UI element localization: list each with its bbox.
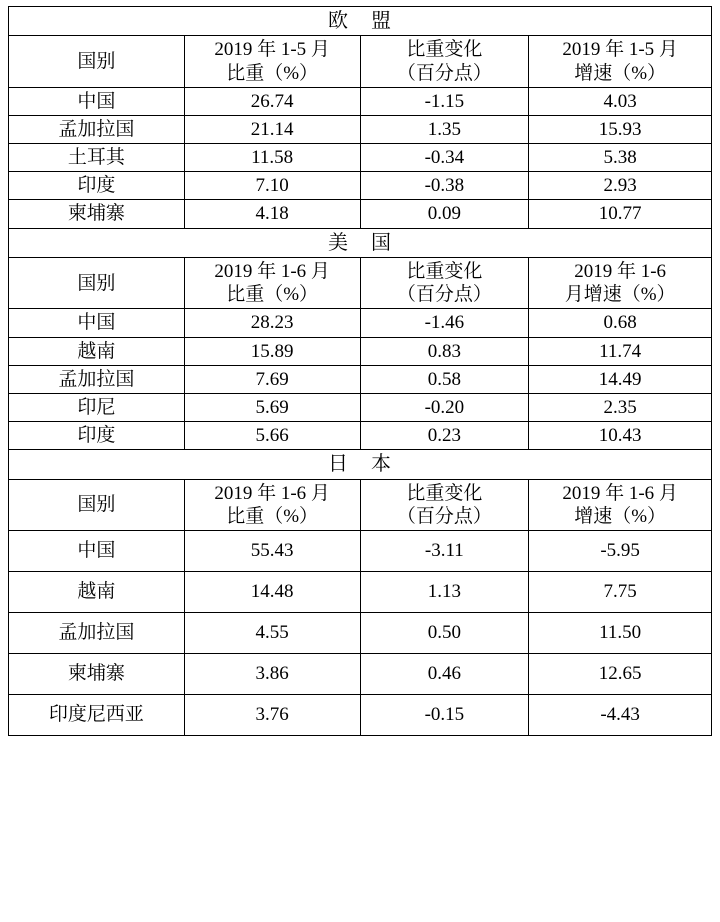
header-change-line2: （百分点）	[396, 62, 492, 84]
table-row	[9, 365, 712, 393]
cell-country: 孟加拉国	[9, 115, 185, 143]
cell-country: 印度尼西亚	[9, 694, 185, 735]
cell-growth: 5.38	[529, 144, 712, 172]
cell-growth: 4.03	[529, 87, 712, 115]
section-title-char-1: 日	[328, 453, 349, 476]
cell-share: 15.89	[184, 337, 360, 365]
cell-share: 55.43	[184, 530, 360, 571]
header-share-line1: 2019 年 1-6 月	[214, 482, 330, 504]
cell-share: 3.76	[184, 694, 360, 735]
table-row	[9, 337, 712, 365]
cell-change: 0.83	[360, 337, 529, 365]
table-row	[9, 530, 712, 571]
cell-share: 11.58	[184, 144, 360, 172]
header-country: 国别	[9, 36, 185, 87]
header-growth-line1: 2019 年 1-6 月	[562, 482, 678, 504]
table-header-row	[9, 257, 712, 308]
header-change-line1: 比重变化	[406, 482, 483, 504]
cell-growth: 0.68	[529, 309, 712, 337]
header-change-line1: 比重变化	[406, 39, 483, 61]
cell-growth: -5.95	[529, 530, 712, 571]
section-title-char-2: 本	[371, 453, 392, 476]
section-title-char-2: 国	[371, 231, 392, 254]
cell-share: 21.14	[184, 115, 360, 143]
cell-country: 柬埔寨	[9, 200, 185, 228]
header-share	[184, 36, 360, 87]
cell-change: -0.34	[360, 144, 529, 172]
cell-country: 柬埔寨	[9, 653, 185, 694]
section-title	[9, 7, 712, 36]
table-row	[9, 144, 712, 172]
header-share-line1: 2019 年 1-5 月	[214, 39, 330, 61]
cell-share: 4.18	[184, 200, 360, 228]
section-title	[9, 450, 712, 479]
cell-growth: 10.43	[529, 422, 712, 450]
cell-change: 0.23	[360, 422, 529, 450]
section-title	[9, 228, 712, 257]
table-row	[9, 653, 712, 694]
table-row	[9, 393, 712, 421]
cell-country: 印度	[9, 422, 185, 450]
statistics-table	[8, 6, 712, 736]
cell-growth: 15.93	[529, 115, 712, 143]
header-growth	[529, 36, 712, 87]
section-title-char-1: 美	[328, 231, 349, 254]
cell-share: 26.74	[184, 87, 360, 115]
header-change	[360, 479, 529, 530]
cell-growth: 12.65	[529, 653, 712, 694]
cell-change: 0.09	[360, 200, 529, 228]
cell-share: 5.69	[184, 393, 360, 421]
cell-country: 中国	[9, 87, 185, 115]
table-row	[9, 422, 712, 450]
header-share-line1: 2019 年 1-6 月	[214, 260, 330, 282]
header-country: 国别	[9, 479, 185, 530]
cell-growth: 11.50	[529, 612, 712, 653]
cell-change: -3.11	[360, 530, 529, 571]
section-title-char-1: 欧	[328, 10, 349, 32]
header-growth	[529, 479, 712, 530]
cell-growth: 14.49	[529, 365, 712, 393]
table-row	[9, 200, 712, 228]
cell-change: -0.15	[360, 694, 529, 735]
cell-change: 0.50	[360, 612, 529, 653]
cell-country: 中国	[9, 530, 185, 571]
header-change-line2: （百分点）	[396, 284, 492, 306]
section-title-char-2: 盟	[371, 10, 392, 32]
cell-share: 7.69	[184, 365, 360, 393]
cell-change: -1.15	[360, 87, 529, 115]
cell-change: 1.13	[360, 571, 529, 612]
cell-share: 5.66	[184, 422, 360, 450]
table-row	[9, 309, 712, 337]
table-row	[9, 694, 712, 735]
cell-country: 越南	[9, 337, 185, 365]
cell-change: 1.35	[360, 115, 529, 143]
header-growth-line1: 2019 年 1-6	[574, 260, 667, 282]
cell-change: -1.46	[360, 309, 529, 337]
table-row	[9, 172, 712, 200]
cell-change: 0.58	[360, 365, 529, 393]
cell-share: 4.55	[184, 612, 360, 653]
section-title-row	[9, 228, 712, 257]
table-header-row	[9, 479, 712, 530]
header-change	[360, 257, 529, 308]
cell-growth: 7.75	[529, 571, 712, 612]
cell-country: 印尼	[9, 393, 185, 421]
table-row	[9, 115, 712, 143]
cell-share: 3.86	[184, 653, 360, 694]
section-title-row	[9, 450, 712, 479]
cell-change: -0.20	[360, 393, 529, 421]
header-growth-line2: 增速（%）	[574, 62, 667, 84]
table-row	[9, 612, 712, 653]
header-change-line1: 比重变化	[406, 260, 483, 282]
table-row	[9, 87, 712, 115]
cell-growth: 2.35	[529, 393, 712, 421]
cell-growth: 2.93	[529, 172, 712, 200]
header-growth-line1: 2019 年 1-5 月	[562, 39, 678, 61]
header-growth	[529, 257, 712, 308]
cell-change: 0.46	[360, 653, 529, 694]
cell-country: 中国	[9, 309, 185, 337]
header-change	[360, 36, 529, 87]
cell-growth: -4.43	[529, 694, 712, 735]
cell-country: 印度	[9, 172, 185, 200]
cell-country: 孟加拉国	[9, 612, 185, 653]
table-row	[9, 571, 712, 612]
header-share-line2: 比重（%）	[226, 505, 319, 527]
cell-share: 14.48	[184, 571, 360, 612]
cell-growth: 11.74	[529, 337, 712, 365]
header-growth-line2: 月增速（%）	[564, 284, 676, 306]
header-country: 国别	[9, 257, 185, 308]
header-share	[184, 479, 360, 530]
section-title-row	[9, 7, 712, 36]
cell-share: 7.10	[184, 172, 360, 200]
cell-growth: 10.77	[529, 200, 712, 228]
header-growth-line2: 增速（%）	[574, 505, 667, 527]
header-share-line2: 比重（%）	[226, 62, 319, 84]
cell-change: -0.38	[360, 172, 529, 200]
cell-country: 越南	[9, 571, 185, 612]
cell-country: 土耳其	[9, 144, 185, 172]
header-change-line2: （百分点）	[396, 505, 492, 527]
header-share-line2: 比重（%）	[226, 284, 319, 306]
table-header-row	[9, 36, 712, 87]
cell-country: 孟加拉国	[9, 365, 185, 393]
header-share	[184, 257, 360, 308]
cell-share: 28.23	[184, 309, 360, 337]
